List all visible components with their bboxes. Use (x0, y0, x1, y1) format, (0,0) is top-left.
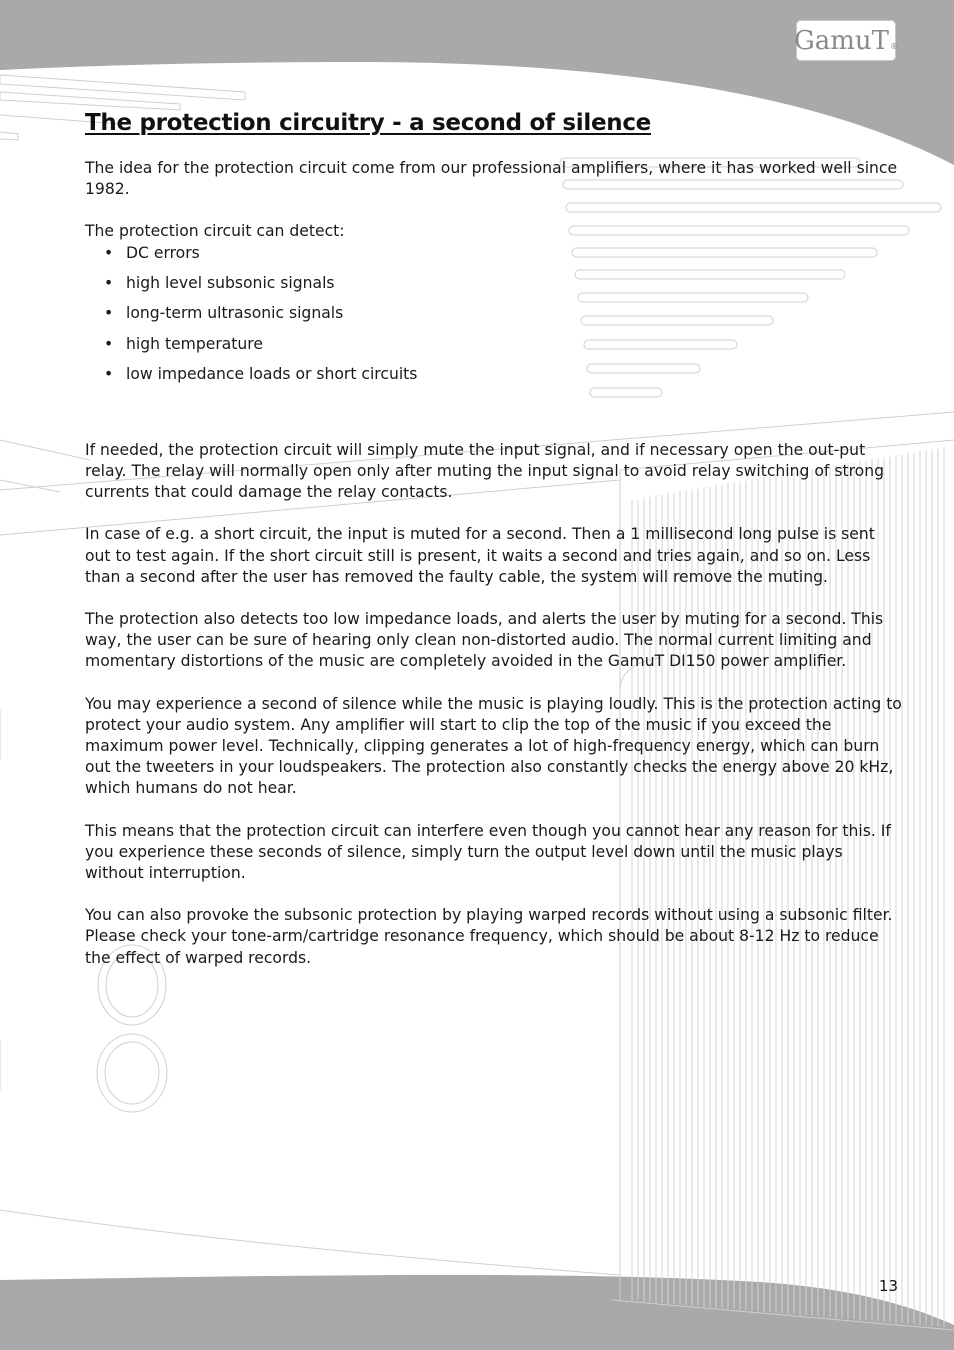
list-item (85, 243, 905, 264)
body-paragraph-clipping: You may experience a second of silence while the music is playing loudly. This is the protection acting to protect your audio system. Any amplifier will start to clip the top of the music if you exceed the maximum power level. Technically, clipping generates a lot of high-frequency energy, which can burn out the tweeters in your loudspeakers. The protection also constantly checks the energy above 20 kHz, which humans do not hear. (85, 694, 902, 798)
bullet-icon: • (104, 364, 114, 383)
list-item-text: high temperature (126, 334, 263, 353)
page-title: The protection circuitry - a second of silence (85, 110, 651, 136)
bullet-icon: • (104, 243, 114, 262)
detect-list (85, 243, 905, 385)
list-item (85, 334, 905, 355)
footer-band (0, 1275, 954, 1350)
body-paragraph-interference: This means that the protection circuit can interfere even though you cannot hear any reason for this. If you experience these seconds of silence, simply turn the output level down until the music plays without interruption. (85, 821, 891, 883)
list-item-text: low impedance loads or short circuits (126, 364, 418, 383)
body-paragraph-impedance: The protection also detects too low impedance loads, and alerts the user by muting for a second. This way, the user can be sure of hearing only clean non-distorted audio. The normal current limiting and momentary distortions of the music are completely avoided in the GamuT DI150 power amplifier. (85, 610, 884, 671)
logo-wordmark: GamuT (794, 25, 890, 56)
body-paragraph-mute: If needed, the protection circuit will simply mute the input signal, and if necessary open the out-put relay. The relay will normally open only after muting the input signal to avoid relay switching of strong currents that could damage the relay contacts. (85, 440, 884, 502)
list-item-text: DC errors (126, 243, 200, 262)
body-paragraph-short-circuit: In case of e.g. a short circuit, the input is muted for a second. Then a 1 millisecond long pulse is sent out to test again. If the short circuit still is present, it waits a second and tries again, and so on. Less than a second after the user has removed the faulty cable, the system will remove the muting. (85, 525, 875, 586)
bullet-icon: • (104, 304, 114, 323)
detect-heading: The protection circuit can detect: (85, 222, 345, 241)
gamut-logo (794, 20, 899, 61)
list-item-text: long-term ultrasonic signals (126, 304, 344, 323)
registered-mark: ® (890, 42, 899, 51)
list-item (85, 273, 905, 294)
bullet-icon: • (104, 273, 114, 292)
intro-paragraph: The idea for the protection circuit come from our professional amplifiers, where it has worked well since 1982. (85, 159, 898, 199)
page-number: 13 (878, 1277, 898, 1295)
list-item (85, 303, 905, 324)
bullet-icon: • (104, 334, 114, 353)
body-paragraph-subsonic: You can also provoke the subsonic protection by playing warped records without using a subsonic filter. Please check your tone-arm/cartridge resonance frequency, which should be about 8-12 Hz to reduce the effect of warped records. (85, 906, 893, 967)
list-item-text: high level subsonic signals (126, 273, 335, 292)
list-item (85, 364, 905, 385)
page-content (85, 110, 905, 990)
